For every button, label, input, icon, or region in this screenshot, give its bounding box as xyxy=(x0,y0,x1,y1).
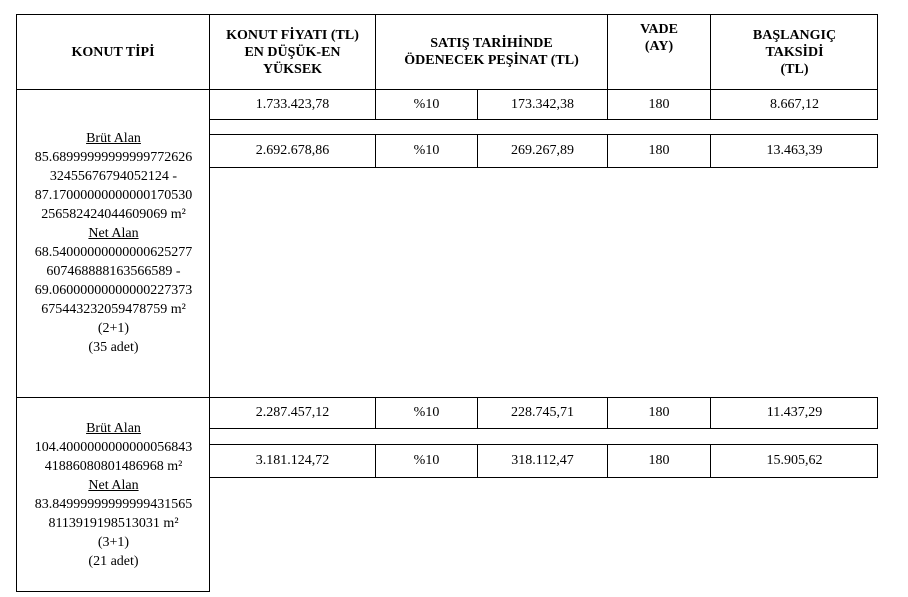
brut-alan-value: 256582424044609069 m² xyxy=(41,207,186,222)
brut-alan-value: 32455676794052124 - xyxy=(49,169,178,184)
brut-alan-value: 104.4000000000000056843 xyxy=(34,440,193,455)
vade-value: 180 xyxy=(648,96,670,112)
konut-fiyati-value: 2.692.678,86 xyxy=(255,143,330,158)
pesinat-value: 228.745,71 xyxy=(511,405,574,420)
konut-fiyati-value: 3.181.124,72 xyxy=(255,453,330,468)
net-alan-value: 8113919198513031 m² xyxy=(48,516,179,531)
net-alan-value: 607468888163566589 - xyxy=(46,264,181,279)
pesinat-value: 173.342,38 xyxy=(511,96,574,112)
room-count: (3+1) xyxy=(97,535,130,550)
pesinat-orani: %10 xyxy=(413,143,440,158)
net-alan-value: 675443232059478759 m² xyxy=(41,302,186,317)
header-konut-fiyati: KONUT FİYATI (TL) EN DÜŞÜK-EN YÜKSEK xyxy=(226,27,359,77)
header-konut-tipi: KONUT TİPİ xyxy=(71,44,155,60)
konut-tipi-3plus1 xyxy=(17,419,210,571)
pesinat-orani: %10 xyxy=(413,405,440,420)
taksit-value: 11.437,29 xyxy=(766,405,823,420)
unit-count: (35 adet) xyxy=(88,340,139,355)
net-alan-value: 83.84999999999999431565 xyxy=(34,497,193,512)
taksit-value: 15.905,62 xyxy=(766,453,823,468)
pesinat-orani: %10 xyxy=(413,453,440,468)
pesinat-value: 318.112,47 xyxy=(511,453,574,468)
taksit-value: 8.667,12 xyxy=(770,96,819,112)
konut-tipi-2plus1 xyxy=(17,129,210,357)
net-alan-value: 68.54000000000000625277 xyxy=(34,245,193,260)
pesinat-orani: %10 xyxy=(413,96,440,112)
konut-fiyati-value: 1.733.423,78 xyxy=(255,96,330,112)
vade-value: 180 xyxy=(648,453,670,468)
brut-alan-label: Brüt Alan xyxy=(86,131,141,146)
net-alan-value: 69.06000000000000227373 xyxy=(34,283,193,298)
brut-alan-label: Brüt Alan xyxy=(86,421,141,436)
header-pesinat: SATIŞ TARİHİNDE ÖDENECEK PEŞİNAT (TL) xyxy=(404,36,579,68)
net-alan-label: Net Alan xyxy=(88,478,139,493)
brut-alan-value: 87.17000000000000170530 xyxy=(34,188,193,203)
vade-value: 180 xyxy=(648,405,670,420)
room-count: (2+1) xyxy=(97,321,130,336)
vade-value: 180 xyxy=(648,143,670,158)
header-vade: VADE (AY) xyxy=(640,22,678,54)
taksit-value: 13.463,39 xyxy=(766,143,823,158)
brut-alan-value: 41886080801486968 m² xyxy=(44,459,183,474)
header-baslangic-taksidi: BAŞLANGIÇ TAKSİDİ (TL) xyxy=(752,27,837,77)
pesinat-value: 269.267,89 xyxy=(511,143,574,158)
unit-count: (21 adet) xyxy=(88,554,139,569)
konut-fiyati-value: 2.287.457,12 xyxy=(255,405,330,420)
net-alan-label: Net Alan xyxy=(88,226,139,241)
brut-alan-value: 85.68999999999999772626 xyxy=(34,150,193,165)
